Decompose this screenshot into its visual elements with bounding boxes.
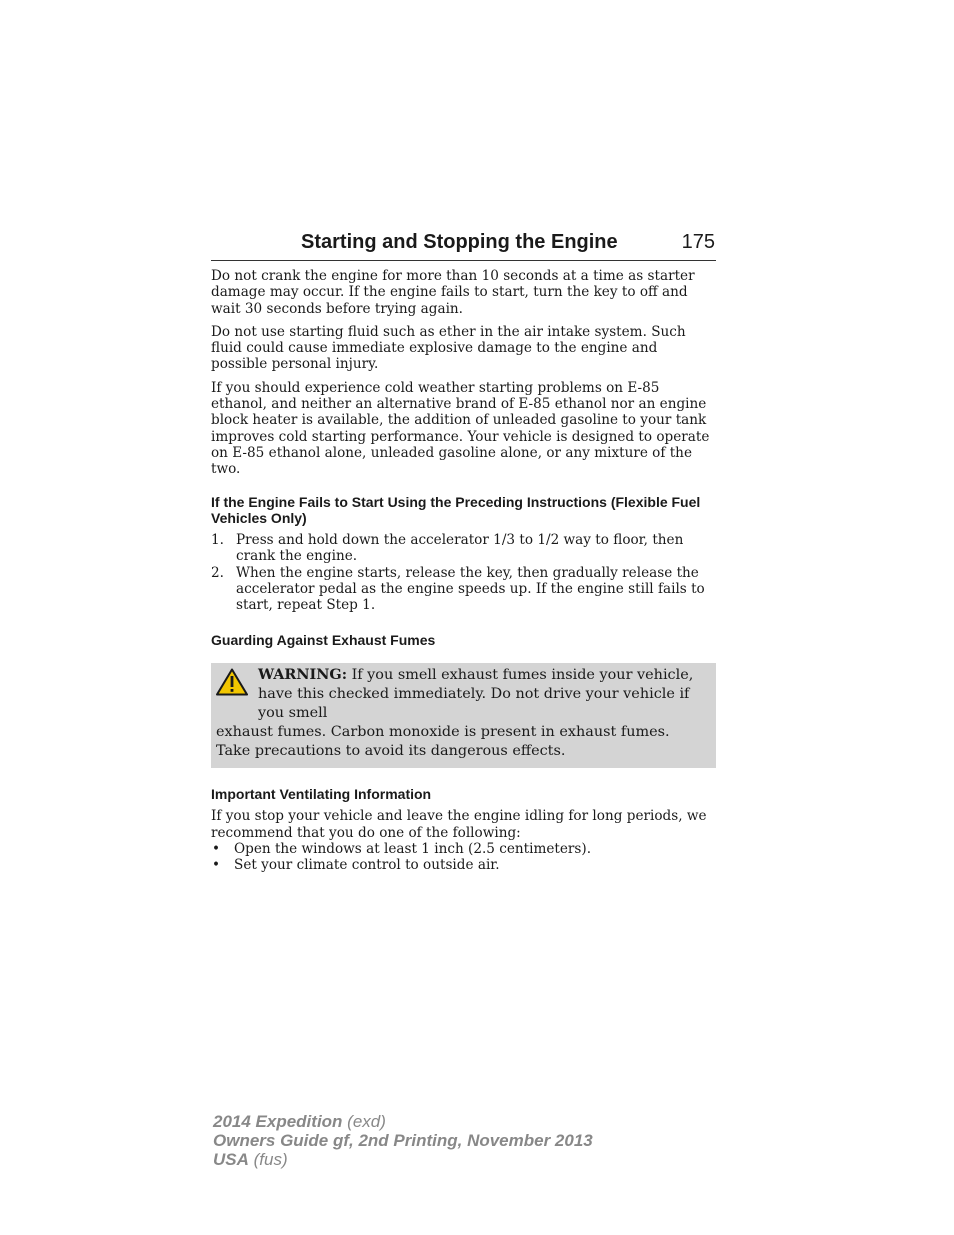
bullet-text: Set your climate control to outside air. — [234, 857, 500, 874]
section-heading: Important Ventilating Information — [211, 785, 432, 802]
list-item — [211, 841, 716, 857]
footer-line — [213, 1131, 593, 1150]
list-item — [211, 532, 716, 565]
bullet-glyph: • — [212, 840, 221, 857]
paragraph: If you should experience cold weather starting problems on E-85 ethanol, and neither an alternative brand of E-85 ethanol nor an engine block heater is available, the addition of unleaded gasoline to your tank improves cold starting performance. Your vehicle is designed to operate on E-85 ethanol alone, unleaded gasoline alone, or any mixture of the two. — [211, 379, 710, 478]
paragraph: If you stop your vehicle and leave the engine idling for long periods, we recommend that you do one of the following: — [211, 808, 707, 841]
bullet-text: Open the windows at least 1 inch (2.5 centimeters). — [234, 840, 592, 857]
page-footer — [213, 1112, 593, 1169]
footer-model: 2014 Expedition — [213, 1112, 343, 1131]
footer-market-code: (fus) — [253, 1150, 288, 1169]
footer-market: USA — [213, 1150, 249, 1169]
section-heading: If the Engine Fails to Start Using the Preceding Instructions (Flexible Fuel Vehicles Only) — [211, 493, 701, 526]
chapter-title: Starting and Stopping the Engine — [301, 231, 618, 253]
warning-box — [211, 663, 716, 768]
step-number: 1. — [211, 532, 224, 549]
page-header — [211, 229, 716, 261]
list-item — [211, 857, 716, 873]
warning-label: WARNING: — [258, 665, 348, 683]
warning-text: If you smell exhaust fumes inside your vehicle, have this checked immediately. Do not drive your vehicle if you smell — [258, 666, 694, 721]
body-text — [211, 268, 716, 873]
bullet-glyph: • — [212, 857, 221, 874]
paragraph: Do not crank the engine for more than 10 seconds at a time as starter damage may occur. If the engine fails to start, turn the key to off and wait 30 seconds before trying again. — [211, 268, 695, 317]
footer-line — [213, 1150, 593, 1169]
paragraph: Do not use starting fluid such as ether in the air intake system. Such fluid could cause immediate explosive damage to the engine and possible personal injury. — [211, 323, 686, 373]
warning-text-rest: exhaust fumes. Carbon monoxide is present in exhaust fumes. Take precautions to avoid its dangerous effects. — [216, 723, 670, 759]
warning-triangle-icon — [216, 668, 248, 696]
footer-model-code: (exd) — [347, 1112, 386, 1131]
page-number: 175 — [681, 231, 715, 253]
footer-line — [213, 1112, 593, 1131]
list-item — [211, 565, 716, 614]
warning-first-line — [216, 665, 708, 723]
section-heading: Guarding Against Exhaust Fumes — [211, 631, 436, 648]
bullet-list — [211, 841, 716, 874]
steps-list — [211, 532, 716, 613]
footer-printing: Owners Guide gf, 2nd Printing, November 2013 — [213, 1131, 593, 1150]
step-text: Press and hold down the accelerator 1/3 to 1/2 way to floor, then crank the engine. — [236, 532, 684, 565]
step-number: 2. — [211, 564, 224, 581]
step-text: When the engine starts, release the key, then gradually release the accelerator pedal as the engine speeds up. If the engine still fails to start, repeat Step 1. — [236, 564, 705, 614]
